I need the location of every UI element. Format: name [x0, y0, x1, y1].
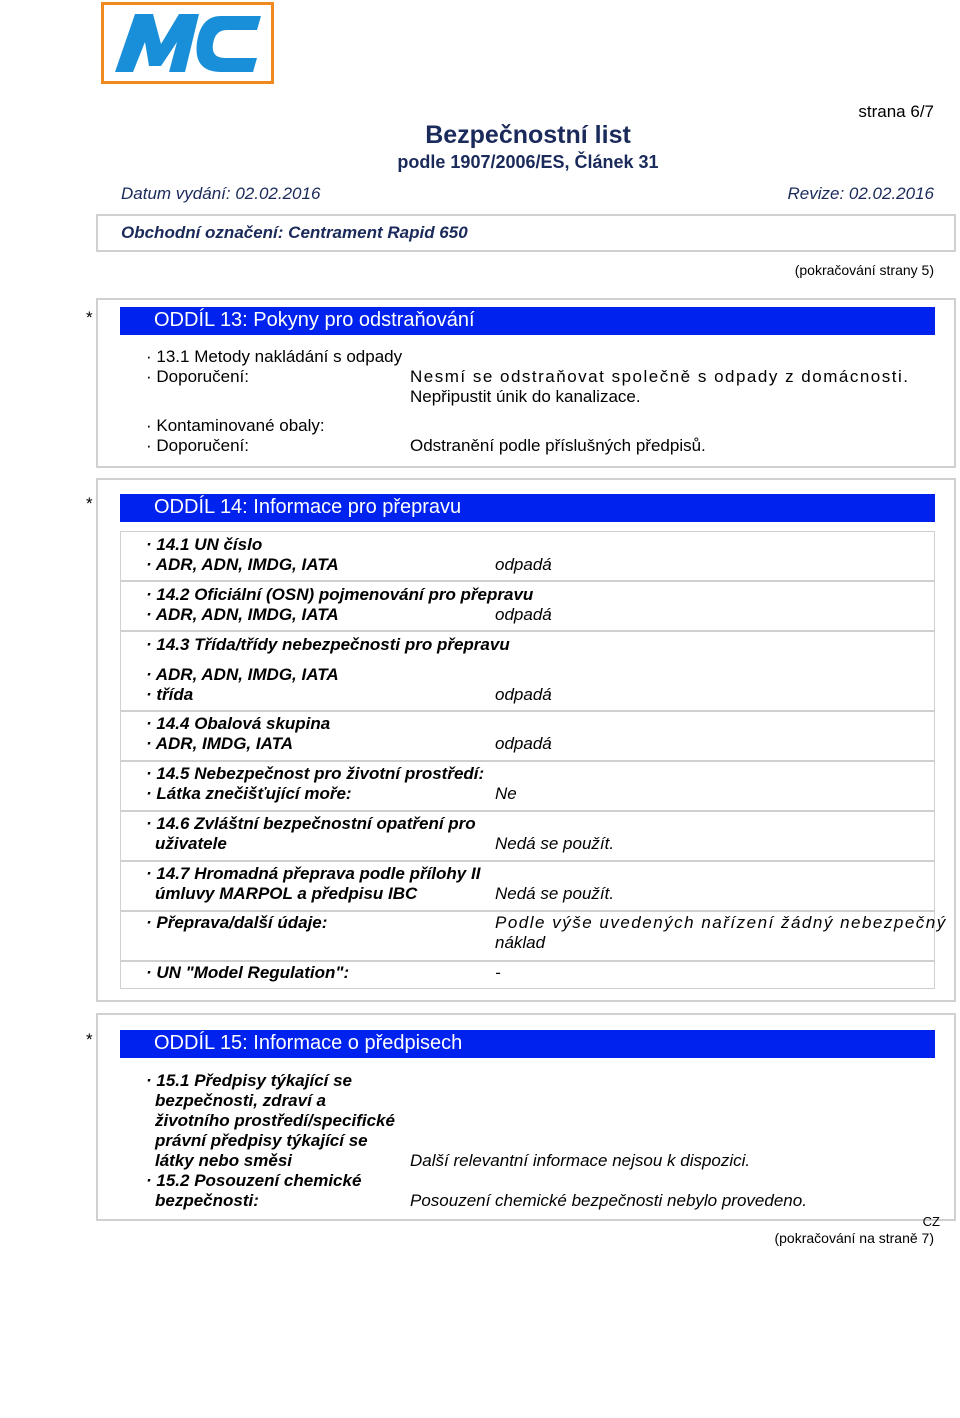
section-14-title: ODDÍL 14: Informace pro přepravu: [154, 496, 462, 518]
hazard-class-value: odpadá: [495, 685, 552, 704]
methods-label: · 13.1 Metody nakládání s odpady: [146, 347, 403, 366]
assessment-value: Posouzení chemické bezpečnosti nebylo provedeno.: [410, 1191, 807, 1210]
document-subtitle: podle 1907/2006/ES, Článek 31: [397, 152, 659, 172]
transport-value: Podle výše uvedených nařízení žádný nebezpečný: [495, 913, 947, 932]
hazard-class-modes: · ADR, ADN, IMDG, IATA: [146, 665, 339, 684]
section-13-title: ODDÍL 13: Pokyny pro odstraňování: [154, 309, 475, 331]
change-marker: *: [86, 1030, 93, 1049]
marine-pollutant-label: · Látka znečišťující moře:: [146, 784, 352, 803]
recommendation-value-2: Nepřipustit únik do kanalizace.: [410, 387, 641, 406]
section-13-header: [120, 307, 935, 335]
change-marker: *: [86, 494, 93, 513]
un-number-value: odpadá: [495, 555, 552, 574]
recommendation-label: · Doporučení:: [146, 367, 249, 386]
continuation-to: (pokračování na straně 7): [774, 1230, 934, 1246]
revision-date: Revize: 02.02.2016: [787, 184, 934, 203]
packing-group-label: · 14.4 Obalová skupina: [146, 714, 331, 733]
packing-group-value: odpadá: [495, 734, 552, 753]
section-15-header: [120, 1030, 935, 1058]
precautions-value: Nedá se použít.: [495, 834, 615, 853]
regulations-label-2: bezpečnosti, zdraví a: [155, 1091, 326, 1110]
env-hazard-label: · 14.5 Nebezpečnost pro životní prostředí:: [146, 764, 485, 783]
un-model-label: · UN "Model Regulation":: [146, 963, 350, 982]
un-number-label: · 14.1 UN číslo: [146, 535, 263, 554]
regulations-label-4: právní předpisy týkající se: [155, 1131, 368, 1150]
shipping-name-value: odpadá: [495, 605, 552, 624]
regulations-label-5: látky nebo směsi: [155, 1151, 293, 1170]
continuation-from: (pokračování strany 5): [794, 262, 934, 278]
shipping-name-modes: · ADR, ADN, IMDG, IATA: [146, 605, 339, 624]
marine-pollutant-value: Ne: [495, 784, 517, 803]
precautions-label: · 14.6 Zvláštní bezpečnostní opatření pro: [146, 814, 476, 833]
regulations-label-3: životního prostředí/specifické: [155, 1111, 395, 1130]
packing-group-modes: · ADR, IMDG, IATA: [146, 734, 293, 753]
document-title: Bezpečnostní list: [425, 121, 631, 149]
assessment-label: · 15.2 Posouzení chemické: [146, 1171, 362, 1190]
regulations-label: · 15.1 Předpisy týkající se: [146, 1071, 353, 1090]
change-marker: *: [86, 308, 93, 327]
assessment-label-2: bezpečnosti:: [155, 1191, 259, 1210]
section-14-header: [120, 494, 935, 522]
un-model-value: -: [495, 963, 501, 982]
transport-label: · Přeprava/další údaje:: [146, 913, 328, 932]
hazard-class-label: · 14.3 Třída/třídy nebezpečnosti pro přepravu: [146, 635, 510, 654]
issue-date: Datum vydání: 02.02.2016: [121, 184, 321, 203]
country-code: CZ: [922, 1214, 940, 1229]
recommendation2-value: Odstranění podle příslušných předpisů.: [410, 436, 706, 455]
section-15-title: ODDÍL 15: Informace o předpisech: [154, 1032, 463, 1054]
hazard-class-class-label: · třída: [146, 685, 194, 704]
bulk-transport-label: · 14.7 Hromadná přeprava podle přílohy II: [146, 864, 481, 883]
trade-name: Obchodní označení: Centrament Rapid 650: [121, 223, 468, 242]
bulk-transport-label-2: úmluvy MARPOL a předpisu IBC: [155, 884, 418, 903]
bulk-transport-value: Nedá se použít.: [495, 884, 615, 903]
transport-value-2: náklad: [495, 933, 546, 952]
shipping-name-label: · 14.2 Oficiální (OSN) pojmenování pro přepravu: [146, 585, 534, 604]
page-number: strana 6/7: [858, 102, 934, 121]
recommendation-value: Nesmí se odstraňovat společně s odpady z domácnosti.: [410, 367, 910, 386]
company-logo: [101, 2, 274, 84]
contaminated-packaging-label: · Kontaminované obaly:: [146, 416, 325, 435]
recommendation2-label: · Doporučení:: [146, 436, 249, 455]
precautions-label-2: uživatele: [155, 834, 227, 853]
un-number-modes: · ADR, ADN, IMDG, IATA: [146, 555, 339, 574]
regulations-value: Další relevantní informace nejsou k dispozici.: [410, 1151, 751, 1170]
